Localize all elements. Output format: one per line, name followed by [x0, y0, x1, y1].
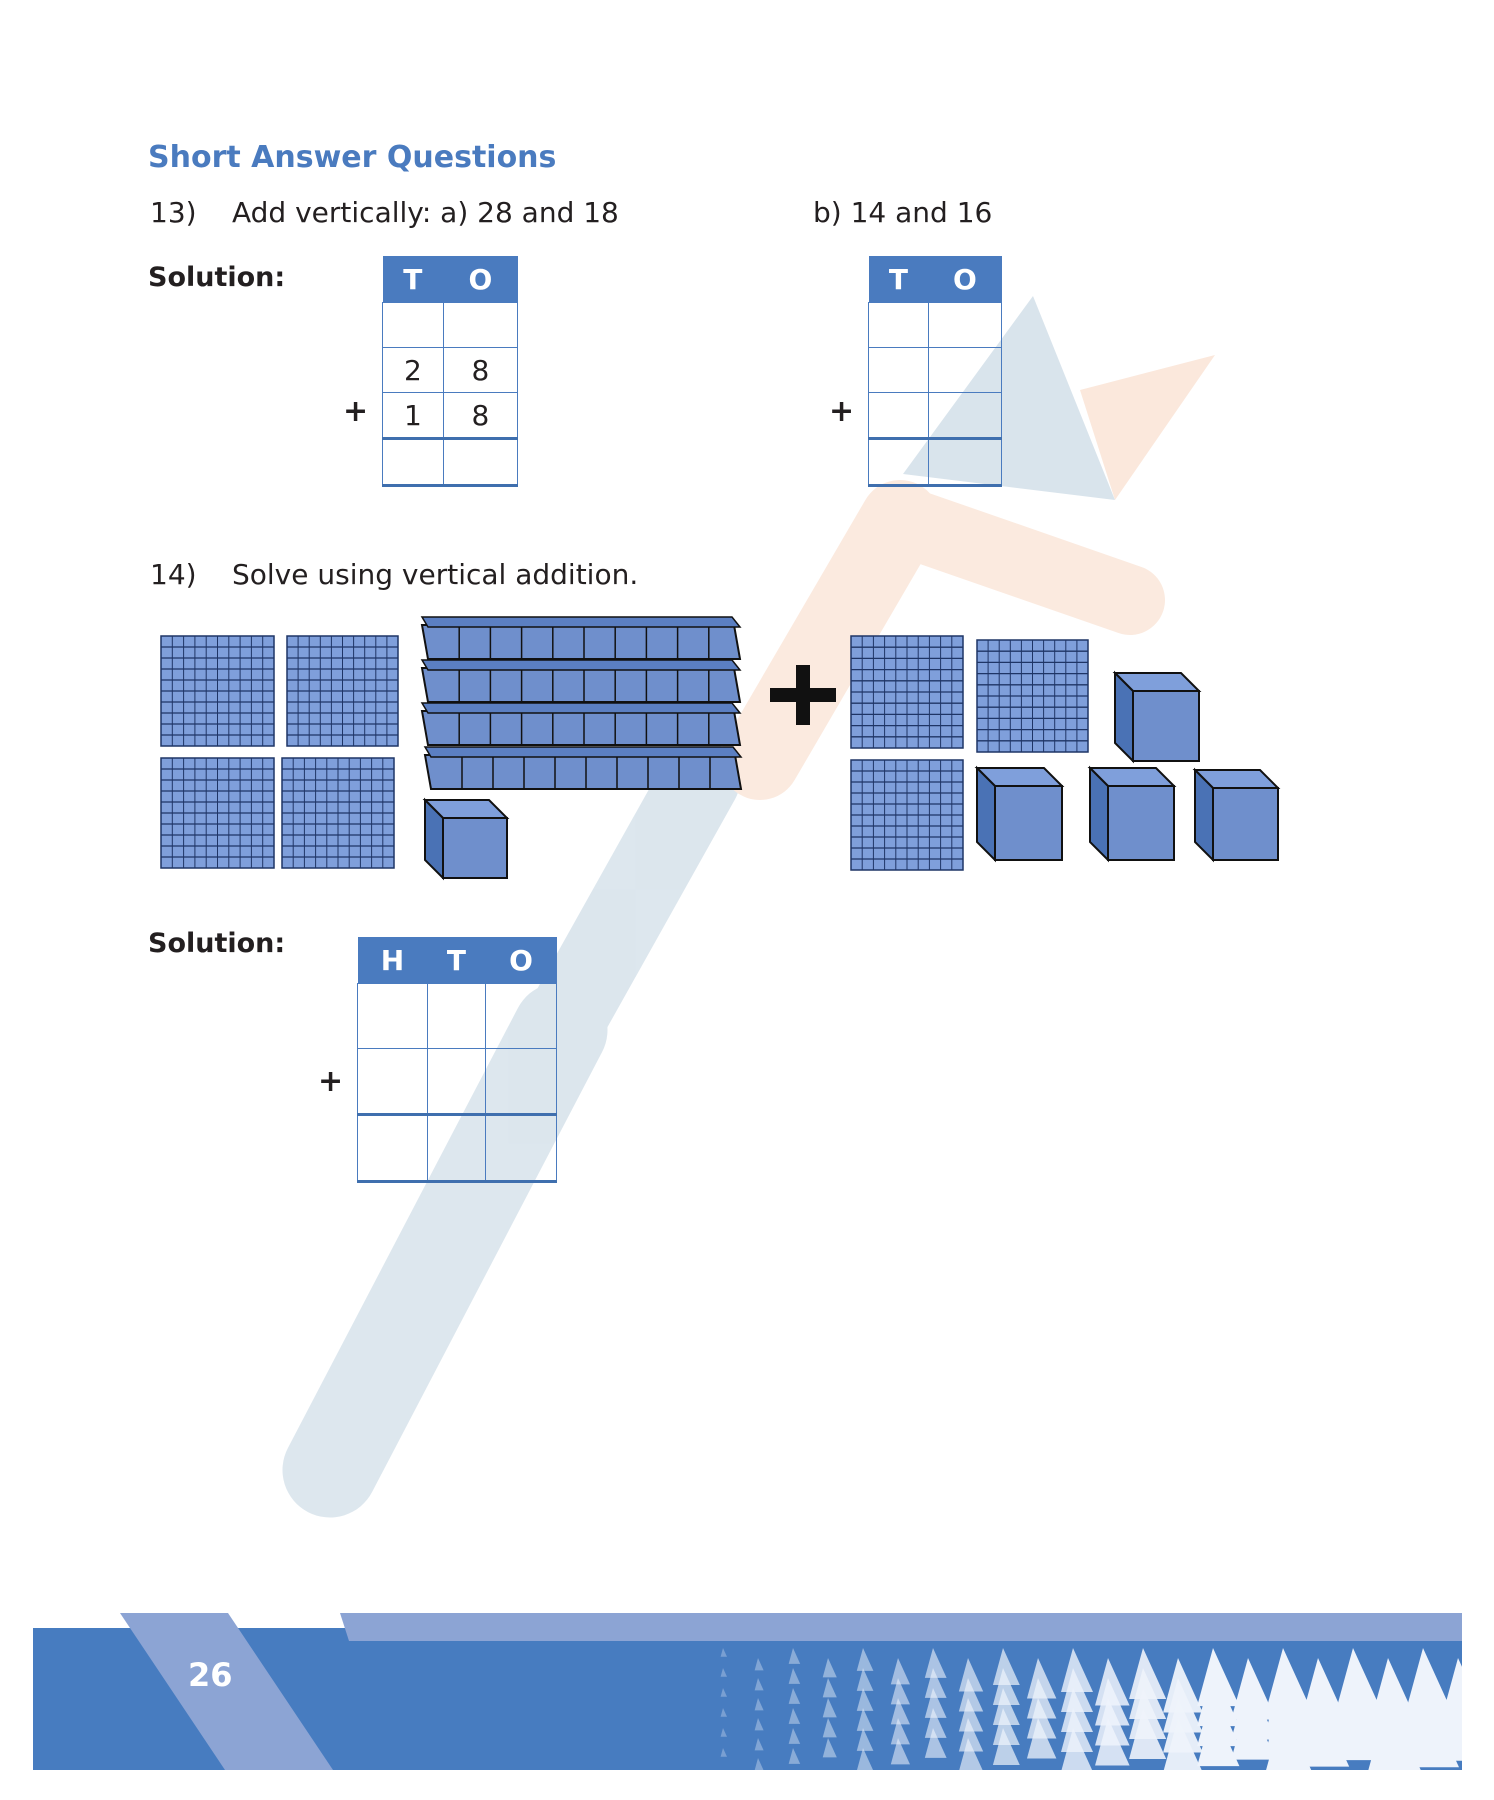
cell[interactable] [427, 1049, 485, 1115]
question-13-text: Add vertically: a) 28 and 18 [232, 196, 619, 229]
hundred-flat [161, 758, 274, 868]
header-ones: O [928, 256, 1001, 303]
cell[interactable] [427, 984, 485, 1049]
hundred-flat [851, 636, 963, 748]
solution-label: Solution: [148, 262, 286, 293]
footer-banner [33, 1613, 1462, 1770]
hundred-flat [851, 760, 963, 870]
section-title: Short Answer Questions [148, 140, 557, 175]
cell: 8 [443, 348, 517, 393]
solution-label: Solution: [148, 928, 286, 959]
ten-rod [422, 703, 740, 745]
one-cube [1195, 770, 1278, 860]
cell[interactable] [358, 1049, 428, 1115]
header-tens: T [869, 256, 929, 303]
one-cube [1115, 673, 1199, 761]
ten-rod [422, 617, 740, 659]
header-tens: T [383, 256, 444, 303]
cell: 8 [443, 393, 517, 439]
cell[interactable] [486, 984, 557, 1049]
cell: 2 [383, 348, 444, 393]
question-13-part-b: b) 14 and 16 [813, 196, 993, 229]
question-14-number: 14) [150, 558, 197, 591]
one-cube [425, 800, 507, 878]
big-plus-icon [770, 688, 836, 702]
answer-cell[interactable] [358, 1115, 428, 1182]
hundred-flat [977, 640, 1088, 752]
header-tens: T [427, 937, 485, 984]
header-hundreds: H [358, 937, 428, 984]
cell[interactable] [486, 1049, 557, 1115]
table-14 [357, 937, 557, 1183]
answer-cell[interactable] [486, 1115, 557, 1182]
plus-sign: + [318, 1064, 344, 1099]
header-ones: O [443, 256, 517, 303]
page-number: 26 [188, 1656, 233, 1694]
plus-sign: + [343, 394, 369, 429]
cell: 1 [383, 393, 444, 439]
hundred-flat [287, 636, 398, 746]
header-ones: O [486, 937, 557, 984]
ten-rod [422, 660, 740, 702]
one-cube [1090, 768, 1174, 860]
cell[interactable] [358, 984, 428, 1049]
hundred-flat [161, 636, 274, 746]
one-cube [977, 768, 1062, 860]
hundred-flat [282, 758, 394, 868]
plus-sign: + [829, 394, 855, 429]
ten-rod [425, 747, 741, 789]
question-13-number: 13) [150, 196, 197, 229]
answer-cell[interactable] [427, 1115, 485, 1182]
question-14-text: Solve using vertical addition. [232, 558, 639, 591]
